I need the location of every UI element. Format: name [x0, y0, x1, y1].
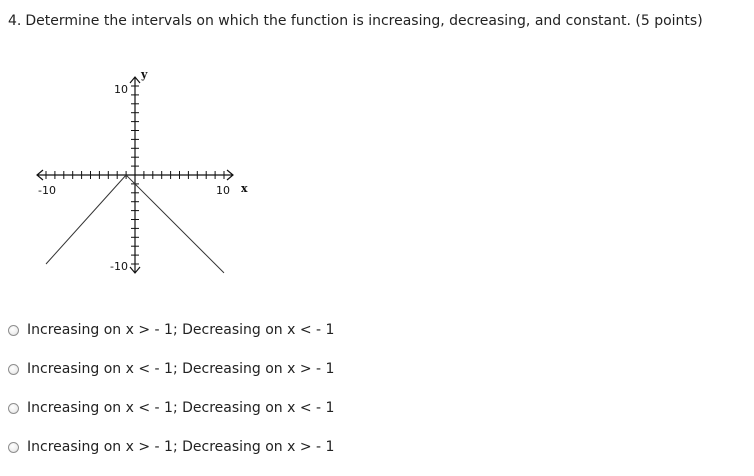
radio-button[interactable] — [8, 364, 19, 375]
answer-option-label: Increasing on x > - 1; Decreasing on x < - 1 — [27, 322, 335, 338]
answer-option-3[interactable] — [8, 398, 334, 418]
question-text — [8, 12, 703, 30]
answer-option-4[interactable] — [8, 437, 334, 457]
answer-option-label: Increasing on x > - 1; Decreasing on x > - 1 — [27, 439, 335, 455]
question-number: 4. — [8, 13, 22, 29]
answer-option-label: Increasing on x < - 1; Decreasing on x < - 1 — [27, 400, 335, 416]
question-prompt: Determine the intervals on which the function is increasing, decreasing, and constant. (5 points) — [25, 13, 703, 29]
x-axis-label: x — [241, 182, 248, 195]
answer-option-2[interactable] — [8, 359, 334, 379]
answer-option-label: Increasing on x < - 1; Decreasing on x > - 1 — [27, 361, 335, 377]
y-min-tick-label: -10 — [110, 260, 128, 273]
answer-option-1[interactable] — [8, 320, 334, 340]
radio-button[interactable] — [8, 403, 19, 414]
y-max-tick-label: 10 — [114, 83, 128, 96]
function-graph — [23, 63, 248, 289]
x-max-tick-label: 10 — [216, 184, 230, 197]
graph-svg — [23, 63, 248, 289]
radio-button[interactable] — [8, 442, 19, 453]
y-axis-label: y — [141, 68, 148, 81]
radio-button[interactable] — [8, 325, 19, 336]
x-min-tick-label: -10 — [38, 184, 56, 197]
answer-options — [8, 320, 334, 476]
